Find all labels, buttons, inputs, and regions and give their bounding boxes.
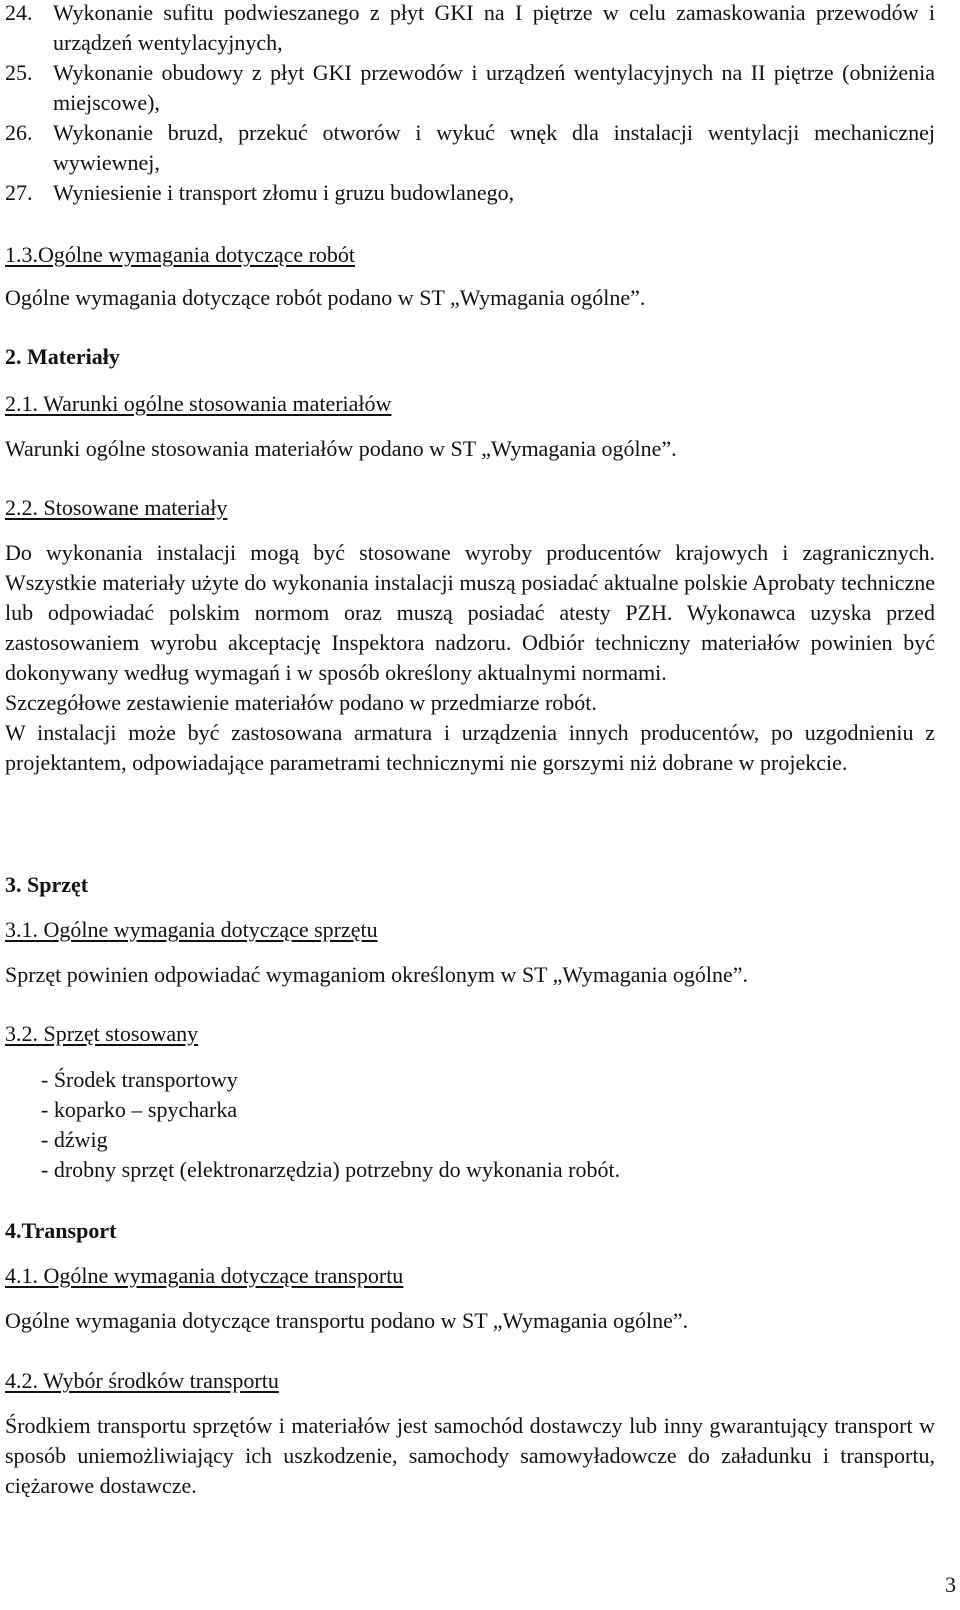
section-text-4-2: Środkiem transportu sprzętów i materiałów jest samochód dostawczy lub inny gwarantujący transport w sposób uniemożliwiający ich uszkodzenie, samochody samowyładowcze do załadunku i transportu, ciężarowe dostawcze. xyxy=(5,1413,935,1498)
section-heading-1-3: 1.3.Ogólne wymagania dotyczące robót xyxy=(5,242,356,267)
section-heading-3-1: 3.1. Ogólne wymagania dotyczące sprzętu xyxy=(5,917,378,942)
section-heading-2-2: 2.2. Stosowane materiały xyxy=(5,495,228,520)
section-heading-2: 2. Materiały xyxy=(5,344,120,369)
work-list xyxy=(5,0,935,208)
section-heading-4: 4.Transport xyxy=(5,1218,117,1243)
list-item-number: 25. xyxy=(5,60,33,85)
section-text-2-1: Warunki ogólne stosowania materiałów podano w ST „Wymagania ogólne”. xyxy=(5,436,677,461)
list-item-number: 26. xyxy=(5,120,33,145)
list-item: - drobny sprzęt (elektronarzędzia) potrzebny do wykonania robót. xyxy=(41,1157,621,1182)
section-body-2-2 xyxy=(5,538,935,778)
paragraph: Szczegółowe zestawienie materiałów podano w przedmiarze robót. xyxy=(5,690,597,715)
list-item-number: 24. xyxy=(5,0,33,25)
list-item-text: Wykonanie obudowy z płyt GKI przewodów i urządzeń wentylacyjnych na II piętrze (obniżenia miejscowe), xyxy=(53,60,935,115)
list-item-number: 27. xyxy=(5,180,33,205)
list-item xyxy=(5,0,935,58)
section-heading-3-2: 3.2. Sprzęt stosowany xyxy=(5,1021,199,1046)
section-heading-3: 3. Sprzęt xyxy=(5,872,89,897)
section-heading-2-1: 2.1. Warunki ogólne stosowania materiałów xyxy=(5,391,392,416)
list-item-text: Wyniesienie i transport złomu i gruzu budowlanego, xyxy=(53,180,515,205)
equipment-list xyxy=(41,1065,935,1185)
list-item: - dźwig xyxy=(41,1127,108,1152)
list-item-text: Wykonanie bruzd, przekuć otworów i wykuć wnęk dla instalacji wentylacji mechanicznej wywiewnej, xyxy=(53,120,935,175)
list-item xyxy=(5,118,935,178)
section-heading-4-2: 4.2. Wybór środków transportu xyxy=(5,1368,279,1393)
section-text-3-1: Sprzęt powinien odpowiadać wymaganiom określonym w ST „Wymagania ogólne”. xyxy=(5,962,749,987)
section-text-4-1: Ogólne wymagania dotyczące transportu podano w ST „Wymagania ogólne”. xyxy=(5,1308,689,1333)
list-item xyxy=(5,58,935,118)
list-item-text: Wykonanie sufitu podwieszanego z płyt GKI na I piętrze w celu zamaskowania przewodów i urządzeń wentylacyjnych, xyxy=(53,0,935,55)
paragraph: Do wykonania instalacji mogą być stosowane wyroby producentów krajowych i zagranicznych. Wszystkie materiały użyte do wykonania instalacji muszą posiadać aktualne polskie Aprobaty techniczne lub odpowiadać polskim normom oraz muszą posiadać atesty PZH. Wykonawca uzyska przed zastosowaniem wyrobu akceptację Inspektora nadzoru. Odbiór techniczny materiałów powinien być dokonywany według wymagań i w sposób określony aktualnymi normami. xyxy=(5,540,935,685)
list-item: - koparko – spycharka xyxy=(41,1097,238,1122)
page-number: 3 xyxy=(945,1572,956,1597)
paragraph: W instalacji może być zastosowana armatura i urządzenia innych producentów, po uzgodnieniu z projektantem, odpowiadające parametrami technicznymi nie gorszymi niż dobrane w projekcie. xyxy=(5,720,935,775)
list-item xyxy=(5,178,935,208)
section-text-1-3: Ogólne wymagania dotyczące robót podano w ST „Wymagania ogólne”. xyxy=(5,285,646,310)
section-heading-4-1: 4.1. Ogólne wymagania dotyczące transportu xyxy=(5,1263,404,1288)
list-item: - Środek transportowy xyxy=(41,1067,238,1092)
